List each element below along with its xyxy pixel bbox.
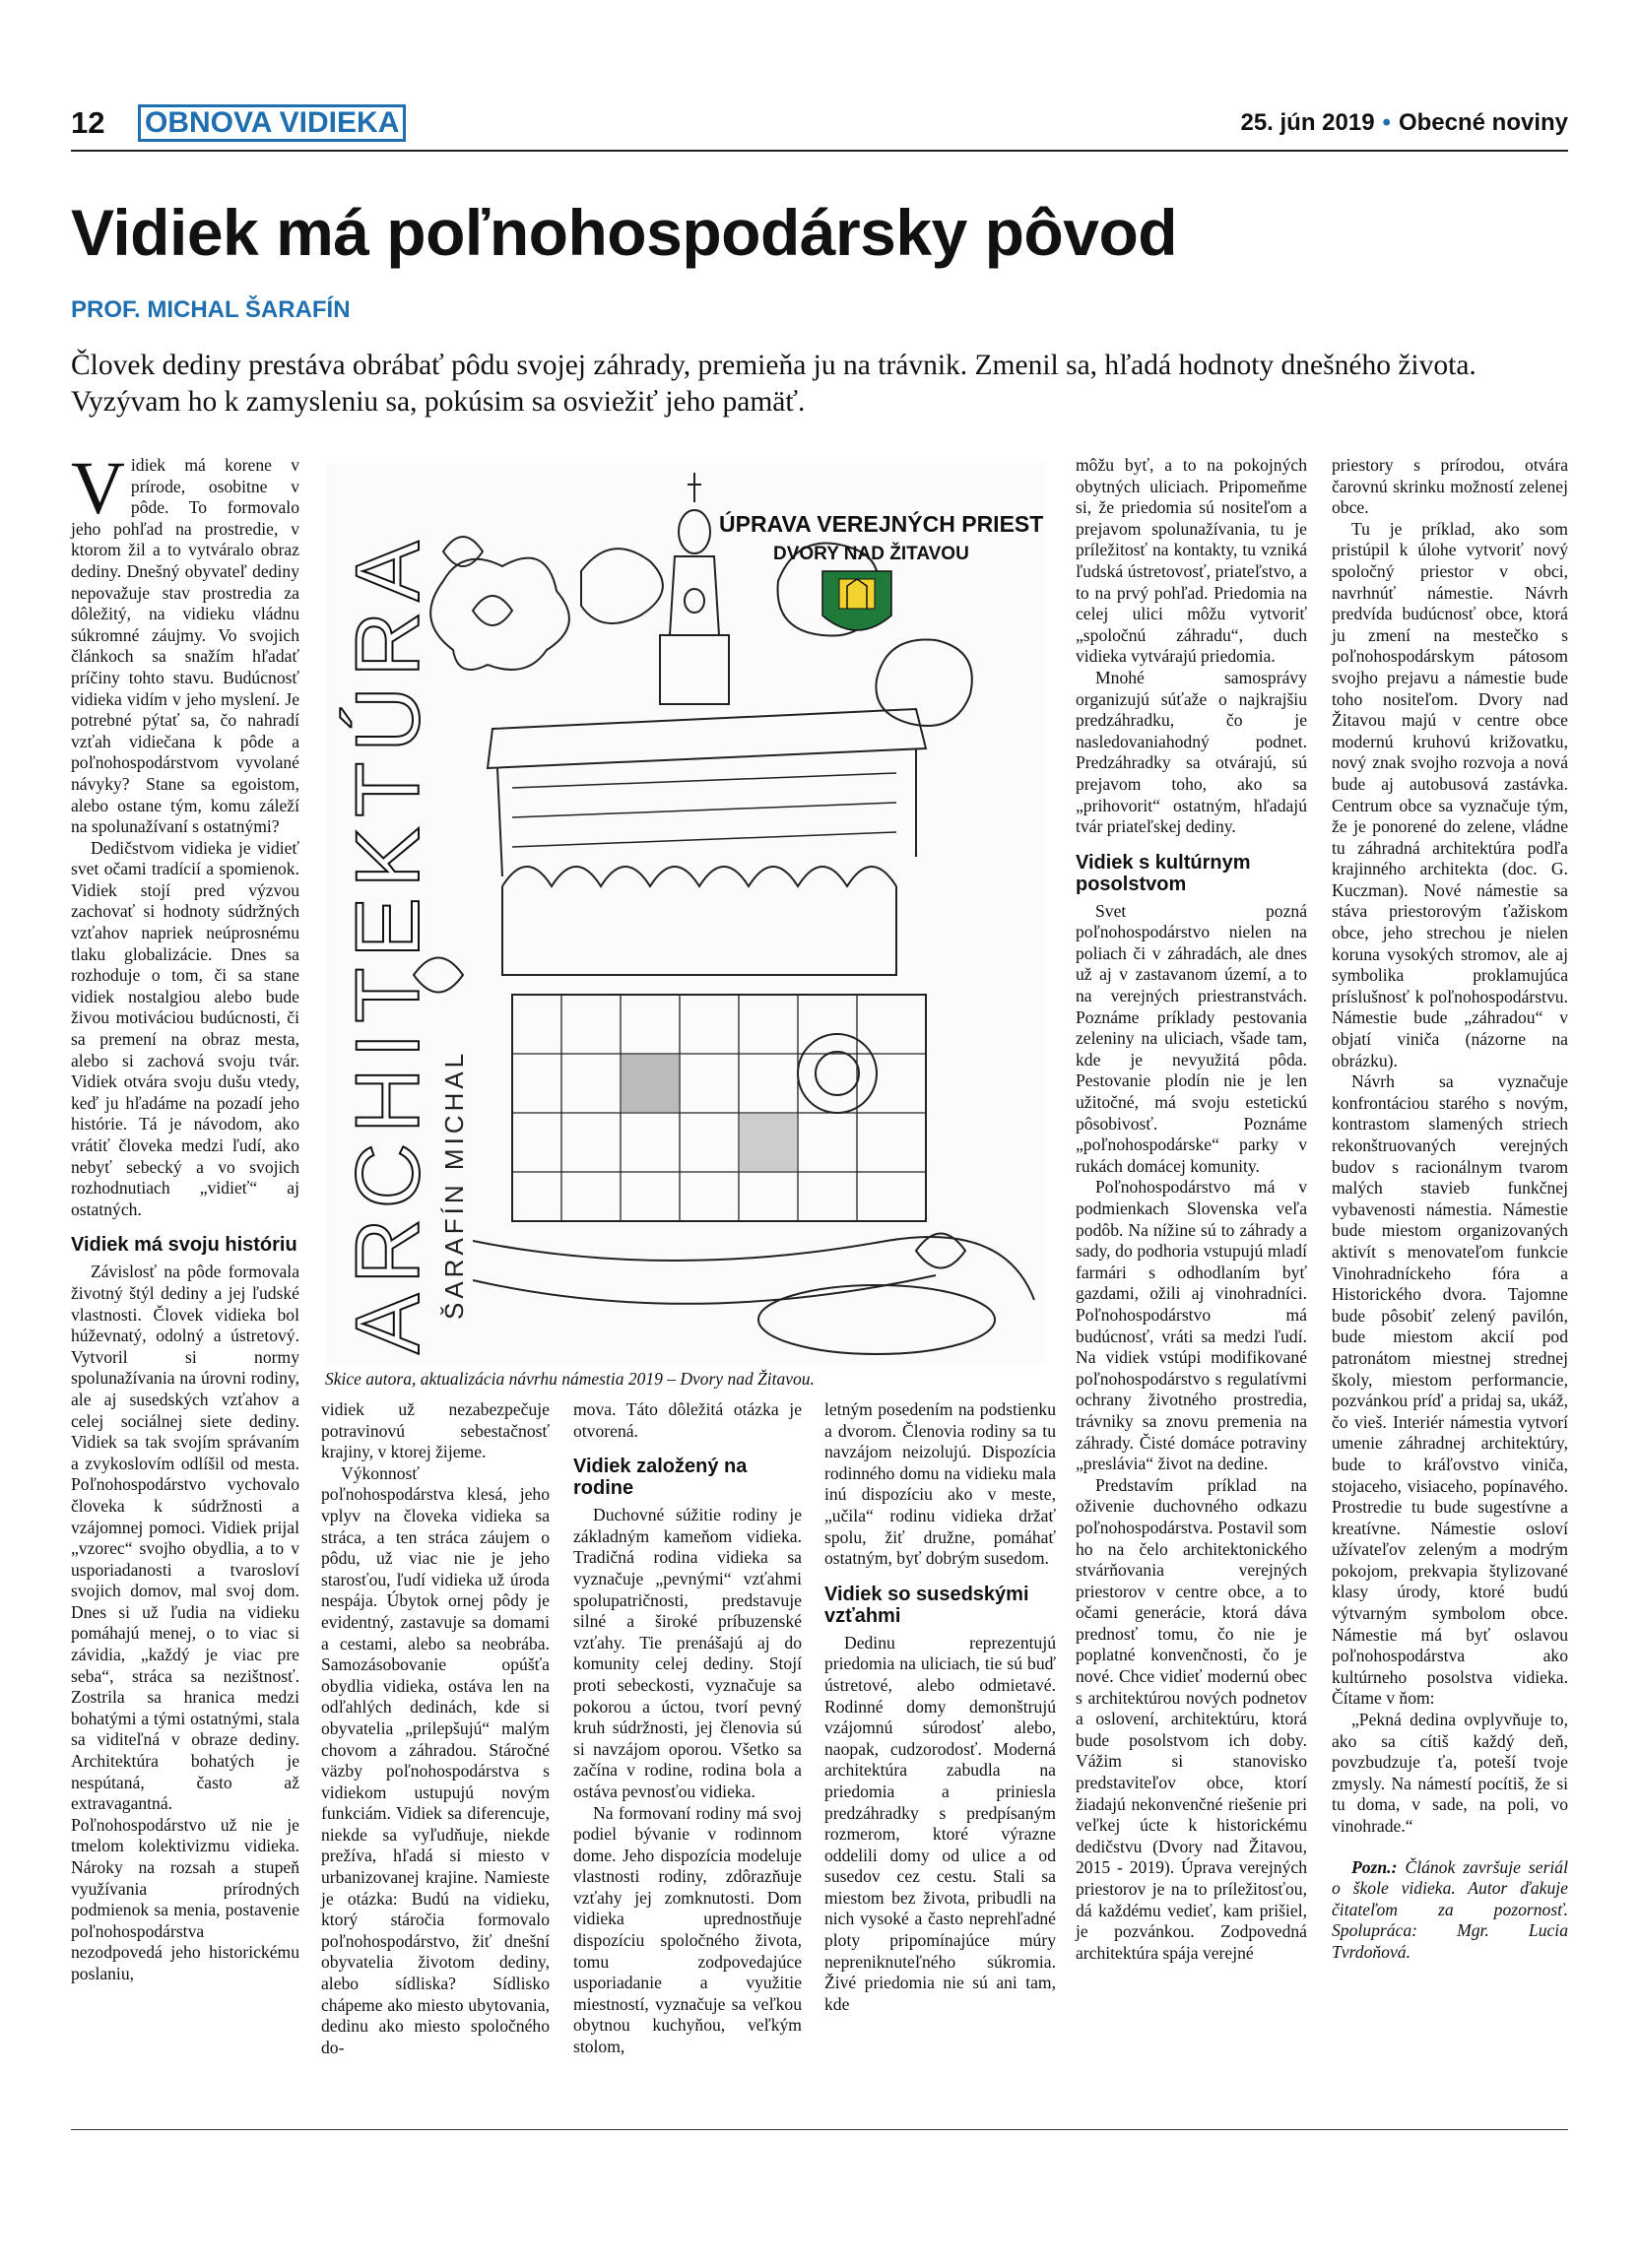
paragraph: Závislosť na pôde formovala životný štýl dediny a jej ľudské vlastnosti. Človek vidieka bol húževnatý, odolný a ústretový. Vytvoril si normy spolunažívania na úrovni rodiny, ale aj susedských vzťahov a celej sociálnej siete dediny. Vidiek sa tak svojím správaním a zvykoslovím odlíšil od mesta. Poľnohospodárstvo vychovalo človeka k súdržnosti a vzájomnej pomoci. Vidiek prijal „vzorec“ svojho obydlia, a to v usporiadanosti a tvarosloví svojich domov, mal svoj dom. Dnes si už ľudia na vidieku pomáhajú menej, o to viac si závidia, „každý je viac pre seba“, stráca sa nezištnosť. Zostrila sa hranica medzi bohatými a tými ostatnými, stala sa viditeľná v obraze dediny. Architektúra bohatých je nespútaná, často až extravagantná. Poľnohospodárstvo už nie je tmelom kolektivizmu vidieka. Nároky na rozsah a stupeň využívania prírodných podmienok sa menia, postavenie poľnohospodárstva nezodpovedá jeho historickému poslaniu, <box>71 1262 299 1983</box>
drop-cap: V <box>71 447 125 530</box>
image-caption: Skice autora, aktualizácia návrhu námestia 2019 – Dvory nad Žitavou. <box>325 1369 815 1389</box>
article-column-6 <box>1332 455 1568 1964</box>
article-column-4 <box>824 1399 1056 2015</box>
subheading: Vidiek s kultúrnym posolstvom <box>1076 851 1251 895</box>
lead-paragraph: Človek dediny prestáva obrábať pôdu svojej záhrady, premieňa ju na trávnik. Zmenil sa, hľadá hodnoty dnešného života. Vyzývam ho k zamysleniu sa, pokúsim sa osviežiť jeho pamäť. <box>71 350 1476 418</box>
paragraph: mova. Táto dôležitá otázka je otvorená. <box>573 1399 802 1441</box>
date-line <box>1240 103 1568 143</box>
sketch-title-line2: DVORY NAD ŽITAVOU <box>773 544 969 564</box>
paragraph: vidiek už nezabezpečuje potravinovú sebestačnosť krajiny, v ktorej žijeme. <box>321 1399 550 1462</box>
church-cross <box>688 473 701 502</box>
subheading: Vidiek má svoju históriu <box>71 1234 297 1257</box>
sketch-signature: ŠARAFÍN MICHAL <box>439 1049 469 1320</box>
paragraph: Na formovaní rodiny má svoj podiel bývanie v rodinnom dome. Jeho dispozícia modeluje vlastnosti rodiny, zdôrazňuje vzťahy jej zomknutosti. Dom vidieka uprednostňuje dispozíciu spoločného života, tomu zodpovedajúce usporiadanie a využitie miestností, vyznačuje sa veľkou obytnou kuchyňou, veľkým stolom, <box>573 1802 802 2057</box>
section-label: OBNOVA VIDIEKA <box>138 104 406 142</box>
headline: Vidiek má poľnohospodársky pôvod <box>71 196 1178 269</box>
paragraph: Výkonnosť poľnohospodárstva klesá, jeho vplyv na človeka vidieka sa stráca, a ten stráca záujem o pôdu, už viac nie je jeho starosťou, ľudí vidieka už úroda nespája. Úbytok ornej pôdy je evidentný, zastavuje sa domami a cestami, alebo sa neobrába. Samozásobovanie opúšťa obydlia vidieka, ostáva len na odľahlých dedinách, kde si obyvatelia „prilepšujú“ malým chovom a záhradou. Stáročné väzby poľnohospodárstva s vidiekom ustupujú novým funkciám. Vidiek sa diferencuje, niekde sa vyľudňuje, niekde prežíva, hľadá si miesto v urbanizovanej krajine. Namieste je otázka: Budú na vidieku, ktorý stáročia formovalo poľnohospodárstvo, žiť dnešní obyvatelia životom dediny, alebo sídliska? Sídlisko chápeme ako miesto ubytovania, dedinu ako miesto spoločného do- <box>321 1462 550 2057</box>
paragraph: letným posedením na podstienku a dvorom. Členovia rodiny sa tu navzájom neizolujú. Dispozícia rodinného domu na vidieku mala inú dispozíciu ako v meste, „učila“ rodinu vidieka držať spolu, žiť družne, pomáhať ostatným, byť dobrým susedom. <box>824 1399 1056 1569</box>
article-column-5 <box>1076 455 1307 1964</box>
paragraph-text: idiek má korene v prírode, osobitne v pôde. To formovalo jeho pohľad na prostredie, v ktorom žil a to vytváralo obraz dediny. Dnešný obyvateľ dediny nepovažuje stav prostredia za dôležitý, na vidieku vládnu súkromné záujmy. Vo svojich článkoch sa snažím hľadať príčiny tohto stavu. Budúcnosť vidieka vidím v jeho myslení. Je potrebné pýtať sa, čo nahradí vzťah vidiečana k pôde a poľnohospodárstvom vyvolané návyky? Stane sa egoistom, alebo ostane tým, komu záleží na spolunažívaní s ostatnými? <box>71 455 299 837</box>
article-column-2 <box>321 1399 550 2058</box>
header-rule <box>71 150 1568 152</box>
page-number: 12 <box>71 105 105 140</box>
subheading: Vidiek založený na rodine <box>573 1456 748 1500</box>
coat-of-arms-icon <box>822 571 891 630</box>
article-column-3 <box>573 1399 802 2058</box>
architecture-sketch-image <box>325 463 1044 1364</box>
page-header <box>71 103 1568 143</box>
paragraph: môžu byť, a to na pokojných obytných uliciach. Pripomeňme si, že priedomia sú nositeľom a prejavom spolunažívania, tu je príležitosť na kontakty, tu vzniká ľudská ústretovosť, priateľstvo, a to na prvý pohľad. Priedomia na celej ulici môžu vytvoriť „spoločnú záhradu“, duch vidieka vytvárajú priedomia. <box>1076 455 1307 667</box>
paragraph: Dedinu reprezentujú priedomia na uliciach, tie sú buď ústretové, alebo odmietavé. Rodinné domy demonštrujú vzájomnú súrodosť alebo, naopak, cudzorodosť. Moderná architektúra zabudla na priedomia a priniesla predzáhradky s predpísaným rozmerom, ktoré výrazne oddelili domy od ulice a od susedov cez cestu. Stali sa miestom bez života, pribudli na nich vysoké a často neprehľadné ploty pripomínajúce múry nepreniknuteľného súkromia. Živé priedomia nie sú ani tam, kde <box>824 1632 1056 2014</box>
paragraph: Mnohé samosprávy organizujú súťaže o najkrajšiu predzáhradku, čo je nasledovaniahodný podnet. Predzáhradky sa otvárajú, sú prejavom toho, ako sa „prihovorit“ ostatným, hľadajú tvár priateľskej dediny. <box>1076 667 1307 837</box>
paragraph: Dedičstvom vidieka je vidieť svet očami tradícií a spomienok. Vidiek stojí pred výzvou zachovať si hodnoty súdržných vzťahov napriek neúprosnému tlaku globalizácie. Dnes sa rozhoduje o tom, či sa stane vidiek nostalgiou alebo bude živou motiváciou budúcnosti, či sa premení na obraz mesta, alebo si zachová svoju tvár. Vidiek otvára svoju dušu vtedy, keď ju hľadáme na pozadí jeho histórie. Tá je návodom, ako vrátiť človeka medzi ľudí, ako nebyť sebecký a vo svojich rozhodnutiach „vidieť“ aj ostatných. <box>71 837 299 1219</box>
subheading: Vidiek so susedskými vzťahmi <box>824 1583 1029 1627</box>
publication-name: Obecné noviny <box>1398 109 1568 136</box>
author-byline: PROF. MICHAL ŠARAFÍN <box>71 296 351 323</box>
paragraph: Poľnohospodárstvo má v podmienkach Slovenska veľa podôb. Na nížine sú to záhrady a sady, do podhoria vstupujú mladí farmári s odhodlaním byť gazdami, ožili aj vinohradníci. Poľnohospodárstvo má budúcnosť, vráti sa medzi ľudí. Na vidiek vstúpi modifikované poľnohospodárstvo s regulatívmi ochrany životného prostredia, trávniky sa znovu premenia na záhrady. Čisté domáce potraviny „preslávia“ život na dedine. <box>1076 1177 1307 1474</box>
issue-date: 25. jún 2019 <box>1240 109 1375 136</box>
paragraph: Tu je príklad, ako som pristúpil k úlohe vytvoriť nový spoločný priestor v obci, navrhnúť námestie. Návrh predvída budúcnosť obce, ktorá ju zmení na mestečko s poľnohospodárskym pátosom svojho prejavu a námestie bude toho nositeľom. Dvory nad Žitavou majú v centre obce modernú kruhovú križovatku, nový znak svojho rozvoja a nová bude aj autobusová zastávka. Centrum obce sa vyznačuje tým, že je ponorené do zelene, vládne tu záhradná architektúra podľa krajinného architekta (doc. G. Kuczman). Nové námestie sa stáva priestorovým ťažiskom obce, jeho strechou je nielen koruna vysokých stromov, ale aj symbolika proklamujúca príslušnosť k poľnohospodárstvu. Námestie bude „záhradou“ v objatí viniča (názorne na obrázku). <box>1332 518 1568 1070</box>
article-column-1 <box>71 447 299 1985</box>
sketch-drawing <box>325 463 1044 1364</box>
footer-rule <box>71 2129 1568 2130</box>
paragraph: Duchovné súžitie rodiny je základným kameňom vidieka. Tradičná rodina vidieka sa vyznačuje „pevnými“ vzťahmi spolupatričnosti, predstavuje silné a široké príbuzenské vzťahy. Tie prenášajú aj do komunity celej dediny. Stojí proti sebeckosti, vyznačuje sa pokorou a úctou, tvorí pevný kruh súdržnosti, jej členovia sú si navzájom oporou. Všetko sa začína v rodine, rodina bola a ostáva pevnosťou vidieka. <box>573 1505 802 1801</box>
paragraph: Návrh sa vyznačuje konfrontáciou starého s novým, kontrastom slamených striech rekonštruovaných verejných budov s racionálnym tvarom malých stavieb funkčnej vybavenosti námestia. Námestie bude miestom organizovaných aktivít s menovateľom funkcie Vinohradníckeho fóra a Historického dvora. Tajomne bude pôsobiť zelený pavilón, bude miestom akcií pod patronátom miestnej strednej školy, miestom performancie, pozvánkou príď a pridaj sa, ukáž, čo vieš. Interiér námestia vytvorí umenie záhradnej architektúry, bude to kráľovstvo viniča, stojaceho, visiaceho, popínavého. Prostredie tu bude sugestívne a kreatívne. Námestie osloví užívateľov zeleným a modrým pokojom, prekvapia štylizované klasy úrody, ktoré budú výtvarným symbolom obce. Námestie má byť oslavou poľnohospodárstva ako kultúrneho posolstva vidieka. Čítame v ňom: <box>1332 1071 1568 1709</box>
side-text-architektura: ARCHITEKTÚRA <box>338 531 438 1354</box>
paragraph: Svet pozná poľnohospodárstvo nielen na poliach či v záhradách, ale dnes už aj v zastavanom území, a to na verejných priestranstvách. Poznáme príklady pestovania zeleniny na uliciach, všade tam, kde je nevyužitá pôda. Pestovanie plodín nie je len užitočné, má svoju estetickú pôsobivosť. Poznáme „poľnohospodárske“ parky v rukách domácej komunity. <box>1076 900 1307 1176</box>
note-text: Článok završuje seriál o škole vidieka. Autor ďakuje čitateľom za pozornosť. Spolupráca: Mgr. Lucia Tvrdoňová. <box>1332 1856 1568 1962</box>
paragraph: „Pekná dedina ovplyvňuje to, ako sa cítiš každý deň, povzbudzuje ťa, poteší tvoje zmysly. Na námestí pocítiš, že si tu doma, v sade, na poli, vo vinohrade.“ <box>1332 1710 1568 1836</box>
paragraph: Predstavím príklad na oživenie duchovného odkazu poľnohospodárstva. Postavil som ho na čelo architektonického stvárňovania verejných priestorov v centre obce, a to očami generácie, ktorá dáva prednosť tomu, čo nie je poplatné konvenčnosti, čo je nové. Chce vidieť modernú obec s architektúrou nových podnetov a oslovení, architektúru, ktorá bude posolstvom ich doby. Vážim si stanovisko predstaviteľov obce, ktorí žiadajú nekonvenčné riešenie pri veľkej úcte k historickému dedičstvu (Dvory nad Žitavou, 2015 - 2019). Úprava verejných priestorov je na to príležitosťou, dá každému vedieť, kam prišiel, je pozvánkou. Zodpovedná architektúra spája verejné <box>1076 1474 1307 1963</box>
sketch-title-line1: ÚPRAVA VEREJNÝCH PRIEST <box>719 511 1044 537</box>
author-note <box>1332 1857 1568 1964</box>
paragraph <box>71 447 299 838</box>
note-label: Pozn.: <box>1351 1856 1398 1877</box>
separator-dot-icon: • <box>1382 109 1391 136</box>
paragraph: priestory s prírodou, otvára čarovnú skrinku možností zelenej obce. <box>1332 455 1568 518</box>
